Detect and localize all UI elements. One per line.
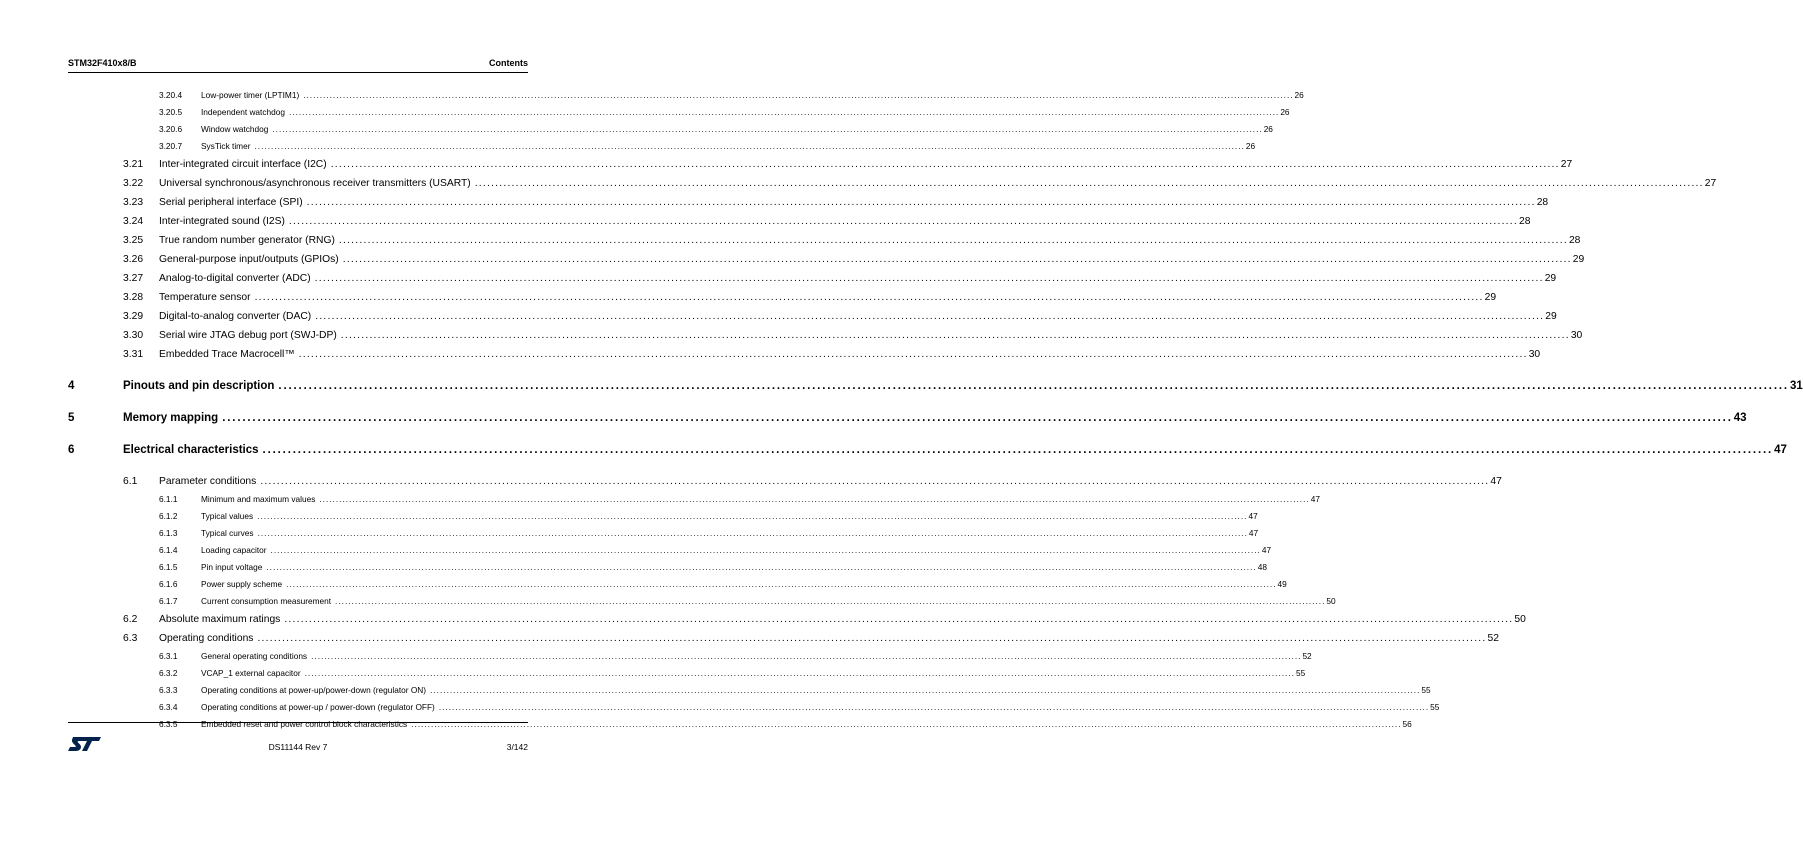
toc-entry[interactable] <box>68 629 1499 648</box>
toc-entry-page: 47 <box>1774 444 1787 456</box>
toc-entry-title: Temperature sensor <box>159 292 251 303</box>
toc-dot-leader: ............................................................................................................................................................................................................................................................................................................ <box>266 562 1257 572</box>
toc-entry[interactable] <box>68 665 1306 682</box>
toc-entry-number: 3.20.6 <box>159 124 183 134</box>
toc-entry-title: Independent watchdog <box>201 107 285 117</box>
toc-entry-page: 27 <box>1704 178 1717 189</box>
toc-entry-page: 29 <box>1545 311 1557 322</box>
toc-entry-title: Memory mapping <box>123 412 219 424</box>
toc-entry-page: 26 <box>1294 90 1304 100</box>
toc-dot-leader: ............................................................................................................................................................................................................................................................................................................ <box>272 124 1263 134</box>
toc-entry[interactable] <box>68 408 1747 428</box>
toc-entry-number: 6.1.2 <box>159 511 178 521</box>
toc-entry-number: 6.3.2 <box>159 668 178 678</box>
table-of-contents <box>68 87 1803 733</box>
toc-dot-leader: ............................................................................................................................................................................................................................................................................................................ <box>342 254 1572 265</box>
toc-entry-page: 52 <box>1302 651 1312 661</box>
toc-entry-number: 3.26 <box>123 254 144 265</box>
toc-entry-title: Current consumption measurement <box>201 596 332 606</box>
toc-entry[interactable] <box>68 212 1531 231</box>
toc-entry-page: 47 <box>1248 511 1258 521</box>
toc-dot-leader: ............................................................................................................................................................................................................................................................................................................ <box>284 614 1514 625</box>
toc-dot-leader: ............................................................................................................................................................................................................................................................................................................ <box>330 159 1560 170</box>
toc-entry-number: 6.1.5 <box>159 562 178 572</box>
toc-entry-title: Electrical characteristics <box>123 444 259 456</box>
toc-entry-number: 3.29 <box>123 311 144 322</box>
toc-entry[interactable] <box>68 307 1557 326</box>
header-rule <box>68 72 528 73</box>
toc-dot-leader: ............................................................................................................................................................................................................................................................................................................ <box>303 90 1294 100</box>
toc-entry-title: Embedded Trace Macrocell™ <box>159 349 295 360</box>
toc-entry-number: 3.22 <box>123 178 144 189</box>
toc-entry-page: 50 <box>1326 596 1336 606</box>
toc-entry-number: 5 <box>68 412 75 424</box>
toc-entry-title: Absolute maximum ratings <box>159 614 281 625</box>
toc-entry-number: 6 <box>68 444 75 456</box>
toc-entry-page: 29 <box>1484 292 1497 303</box>
toc-dot-leader: ............................................................................................................................................................................................................................................................................................................ <box>338 235 1568 246</box>
toc-entry[interactable] <box>68 250 1585 269</box>
toc-dot-leader: ............................................................................................................................................................................................................................................................................................................ <box>411 719 1402 729</box>
toc-entry-number: 3.28 <box>123 292 144 303</box>
toc-dot-leader: ............................................................................................................................................................................................................................................................................................................ <box>257 528 1248 538</box>
toc-entry-page: 26 <box>1245 141 1256 151</box>
toc-entry-page: 43 <box>1733 412 1747 424</box>
toc-entry-title: Pin input voltage <box>201 562 263 572</box>
toc-dot-leader: ............................................................................................................................................................................................................................................................................................................ <box>314 273 1544 284</box>
toc-entry-number: 3.31 <box>123 349 144 360</box>
toc-entry-page: 28 <box>1568 235 1581 246</box>
toc-entry-number: 6.2 <box>123 614 138 625</box>
toc-dot-leader: ............................................................................................................................................................................................................................................................................................................ <box>288 216 1518 227</box>
toc-entry-title: Universal synchronous/asynchronous receiver transmitters (USART) <box>159 178 471 189</box>
toc-entry-number: 3.27 <box>123 273 144 284</box>
toc-entry-title: Power supply scheme <box>201 579 283 589</box>
toc-entry-number: 6.3.5 <box>159 719 178 729</box>
toc-entry[interactable] <box>68 231 1581 250</box>
toc-dot-leader: ............................................................................................................................................................................................................................................................................................................ <box>474 178 1704 189</box>
toc-entry-title: Typical curves <box>201 528 254 538</box>
page-footer <box>68 742 528 756</box>
toc-entry[interactable] <box>68 326 1583 345</box>
toc-entry[interactable] <box>68 559 1267 576</box>
toc-entry-title: Analog-to-digital converter (ADC) <box>159 273 311 284</box>
toc-entry-page: 26 <box>1263 124 1273 134</box>
toc-entry-number: 3.23 <box>123 197 144 208</box>
toc-entry[interactable] <box>68 576 1287 593</box>
toc-dot-leader: ............................................................................................................................................................................................................................................................................................................ <box>288 107 1280 117</box>
toc-entry[interactable] <box>68 193 1549 212</box>
toc-entry[interactable] <box>68 345 1541 364</box>
toc-dot-leader: ............................................................................................................................................................................................................................................................................................................ <box>254 292 1484 303</box>
toc-entry-page: 30 <box>1570 330 1583 341</box>
toc-dot-leader: ............................................................................................................................................................................................................................................................................................................ <box>254 141 1245 151</box>
toc-entry-page: 55 <box>1421 685 1431 695</box>
toc-entry-title: SysTick timer <box>201 141 251 151</box>
page-number: 3/142 <box>506 742 528 752</box>
toc-entry-title: Pinouts and pin description <box>123 380 275 392</box>
toc-entry-title: Operating conditions at power-up / power-down (regulator OFF) <box>201 702 435 712</box>
toc-entry[interactable] <box>68 699 1440 716</box>
toc-dot-leader: ............................................................................................................................................................................................................................................................................................................ <box>438 702 1430 712</box>
toc-entry-number: 3.20.7 <box>159 141 183 151</box>
toc-dot-leader: ............................................................................................................................................................................................................................................................................................................ <box>430 685 1421 695</box>
toc-entry-page: 47 <box>1310 494 1320 504</box>
toc-entry[interactable] <box>68 610 1526 629</box>
toc-entry-page: 29 <box>1572 254 1585 265</box>
toc-entry-number: 6.3.3 <box>159 685 178 695</box>
toc-dot-leader: ............................................................................................................................................................................................................................................................................................................ <box>306 197 1536 208</box>
toc-dot-leader: ............................................................................................................................................................................................................................................................................................................ <box>270 545 1261 555</box>
toc-entry-title: VCAP_1 external capacitor <box>201 668 301 678</box>
toc-entry-page: 48 <box>1257 562 1267 572</box>
toc-entry[interactable] <box>68 155 1573 174</box>
header-section-title: Contents <box>489 58 528 68</box>
toc-entry-title: Loading capacitor <box>201 545 267 555</box>
toc-entry-number: 6.1.4 <box>159 545 178 555</box>
toc-dot-leader: ............................................................................................................................................................................................................................................................................................................ <box>335 596 1326 606</box>
toc-entry-page: 55 <box>1430 702 1440 712</box>
toc-entry-title: Serial peripheral interface (SPI) <box>159 197 303 208</box>
toc-dot-leader: ............................................................................................................................................................................................................................................................................................................ <box>260 476 1490 487</box>
toc-entry-page: 55 <box>1295 668 1306 678</box>
toc-entry-title: Serial wire JTAG debug port (SWJ-DP) <box>159 330 337 341</box>
toc-entry-page: 28 <box>1536 197 1549 208</box>
toc-entry[interactable] <box>68 288 1497 307</box>
toc-entry[interactable] <box>68 269 1557 288</box>
toc-entry-title: Digital-to-analog converter (DAC) <box>159 311 312 322</box>
toc-dot-leader: ............................................................................................................................................................................................................................................................................................................ <box>257 511 1248 521</box>
toc-entry-page: 47 <box>1490 476 1502 487</box>
toc-entry-title: Minimum and maximum values <box>201 494 316 504</box>
toc-entry-page: 29 <box>1544 273 1557 284</box>
toc-entry-number: 3.25 <box>123 235 144 246</box>
toc-entry-title: Window watchdog <box>201 124 269 134</box>
toc-entry-page: 49 <box>1277 579 1287 589</box>
toc-entry-page: 28 <box>1518 216 1531 227</box>
toc-entry-page: 30 <box>1528 349 1541 360</box>
toc-entry-number: 6.1.6 <box>159 579 178 589</box>
toc-entry-number: 6.1.7 <box>159 596 178 606</box>
toc-entry[interactable] <box>68 491 1320 508</box>
toc-entry-title: General operating conditions <box>201 651 308 661</box>
toc-entry-title: Parameter conditions <box>159 476 257 487</box>
toc-entry-page: 26 <box>1280 107 1290 117</box>
toc-dot-leader: ............................................................................................................................................................................................................................................................................................................ <box>278 380 1789 392</box>
toc-entry[interactable] <box>68 121 1273 138</box>
toc-entry-title: General-purpose input/outputs (GPIOs) <box>159 254 339 265</box>
toc-entry-number: 3.24 <box>123 216 144 227</box>
toc-entry[interactable] <box>68 542 1272 559</box>
document-id: DS11144 Rev 7 <box>268 742 328 752</box>
toc-dot-leader: ............................................................................................................................................................................................................................................................................................................ <box>262 444 1774 456</box>
toc-entry-page: 47 <box>1248 528 1259 538</box>
toc-entry[interactable] <box>68 440 1787 460</box>
toc-entry[interactable] <box>68 174 1717 193</box>
toc-dot-leader: ............................................................................................................................................................................................................................................................................................................ <box>304 668 1295 678</box>
toc-entry-page: 56 <box>1402 719 1412 729</box>
toc-entry-page: 27 <box>1560 159 1573 170</box>
toc-entry[interactable] <box>68 472 1502 491</box>
toc-dot-leader: ............................................................................................................................................................................................................................................................................................................ <box>257 633 1487 644</box>
toc-entry-title: True random number generator (RNG) <box>159 235 335 246</box>
toc-dot-leader: ............................................................................................................................................................................................................................................................................................................ <box>298 349 1528 360</box>
toc-entry-number: 6.1.1 <box>159 494 178 504</box>
toc-dot-leader: ............................................................................................................................................................................................................................................................................................................ <box>315 311 1545 322</box>
toc-dot-leader: ............................................................................................................................................................................................................................................................................................................ <box>222 412 1733 424</box>
toc-entry-number: 6.1.3 <box>159 528 178 538</box>
toc-entry[interactable] <box>68 376 1803 396</box>
toc-entry[interactable] <box>68 104 1290 121</box>
toc-entry[interactable] <box>68 87 1304 104</box>
toc-entry-page: 52 <box>1487 633 1499 644</box>
toc-entry-number: 3.20.4 <box>159 90 183 100</box>
header-part-number: STM32F410x8/B <box>68 58 137 68</box>
toc-entry-number: 3.30 <box>123 330 144 341</box>
toc-entry-title: Low-power timer (LPTIM1) <box>201 90 300 100</box>
toc-entry[interactable] <box>68 525 1259 542</box>
toc-entry-number: 6.3.1 <box>159 651 178 661</box>
toc-entry-title: Inter-integrated circuit interface (I2C) <box>159 159 327 170</box>
toc-entry[interactable] <box>68 682 1431 699</box>
toc-entry-number: 6.1 <box>123 476 138 487</box>
toc-entry[interactable] <box>68 508 1258 525</box>
toc-entry[interactable] <box>68 138 1256 155</box>
toc-entry-page: 50 <box>1514 614 1526 625</box>
toc-entry-number: 4 <box>68 380 75 392</box>
toc-entry-number: 3.20.5 <box>159 107 183 117</box>
toc-entry-title: Embedded reset and power control block characteristics <box>201 719 408 729</box>
toc-dot-leader: ............................................................................................................................................................................................................................................................................................................ <box>286 579 1277 589</box>
toc-dot-leader: ............................................................................................................................................................................................................................................................................................................ <box>319 494 1310 504</box>
toc-entry-title: Operating conditions <box>159 633 254 644</box>
toc-entry-title: Operating conditions at power-up/power-down (regulator ON) <box>201 685 427 695</box>
page-header <box>68 58 528 72</box>
toc-dot-leader: ............................................................................................................................................................................................................................................................................................................ <box>311 651 1302 661</box>
toc-entry-page: 47 <box>1261 545 1272 555</box>
toc-entry-title: Inter-integrated sound (I2S) <box>159 216 285 227</box>
toc-entry[interactable] <box>68 593 1336 610</box>
toc-entry-number: 6.3 <box>123 633 138 644</box>
toc-entry-title: Typical values <box>201 511 254 521</box>
toc-entry-number: 6.3.4 <box>159 702 178 712</box>
toc-entry-number: 3.21 <box>123 159 144 170</box>
toc-entry-page: 31 <box>1789 380 1803 392</box>
footer-rule <box>68 722 528 723</box>
toc-entry[interactable] <box>68 648 1312 665</box>
toc-entry[interactable] <box>68 716 1412 733</box>
toc-dot-leader: ............................................................................................................................................................................................................................................................................................................ <box>340 330 1570 341</box>
